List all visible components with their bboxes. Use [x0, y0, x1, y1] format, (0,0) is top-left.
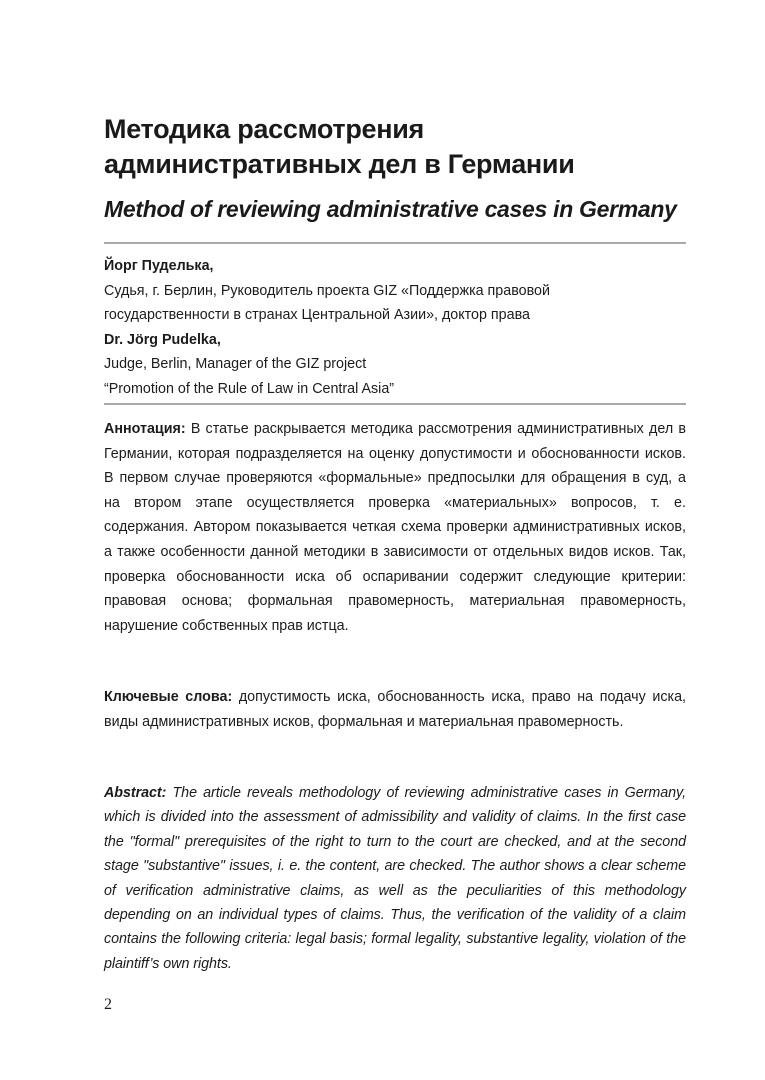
title-russian	[104, 112, 686, 182]
keywords-label: Ключевые слова:	[104, 689, 233, 705]
page-number: 2	[104, 996, 112, 1013]
title-russian-line-1: Методика рассмотрения	[104, 114, 424, 144]
title-russian-line-2: административных дел в Германии	[104, 149, 575, 179]
top-divider	[104, 242, 686, 244]
bottom-divider	[104, 403, 686, 405]
author-affiliation-english-line-2: “Promotion of the Rule of Law in Central Asia”	[104, 380, 395, 397]
author-name-english: Dr. Jörg Pudelka,	[104, 331, 221, 348]
annotation-text: В статье раскрывается методика рассмотрения административных дел в Германии, которая подразделяется на оценку допустимости и обоснованности исков. В первом случае проверяются «формальные» предпосылки для обращения в суд, а на втором этапе осуществляется проверка «материальных» вопросов, т. е. содержания. Автором показывается четкая схема проверки административных исков, а также особенности данной методики в зависимости от отдельных видов исков. Так, проверка обоснованности иска об оспаривании содержит следующие критерии: правовая основа; формальная правомерность, материальная правомерность, нарушение собственных прав истца.	[104, 421, 686, 634]
author-block	[104, 254, 686, 401]
annotation-paragraph	[104, 417, 686, 638]
annotation-label: Аннотация:	[104, 421, 186, 437]
author-name-russian: Йорг Пуделька,	[104, 258, 214, 274]
author-affiliation-russian-line-2: государственности в странах Центральной Азии», доктор права	[104, 307, 530, 323]
abstract-label: Abstract:	[104, 785, 167, 801]
abstract-text: The article reveals methodology of reviewing administrative cases in Germany, which is divided into the assessment of admissibility and validity of claims. In the first case the "formal" prerequisites of the right to turn to the court are checked, and at the second stage "substantive" issues, i. e. the content, are checked. The author shows a clear scheme of verification administrative claims, as well as the peculiarities of this methodology depending on an individual types of claims. Thus, the verification of the validity of a claim contains the following criteria: legal basis; formal legality, substantive legality, violation of the plaintiff’s own rights.	[104, 785, 686, 972]
abstract-paragraph	[104, 781, 686, 976]
author-affiliation-english-line-1: Judge, Berlin, Manager of the GIZ project	[104, 356, 367, 372]
author-affiliation-russian-line-1: Судья, г. Берлин, Руководитель проекта GIZ «Поддержка правовой	[104, 282, 550, 299]
title-english: Method of reviewing administrative cases in Germany	[104, 196, 677, 222]
keywords-text: допустимость иска, обоснованность иска, право на подачу иска, виды административных исков, формальная и материальная правомерность.	[104, 689, 686, 730]
keywords-paragraph	[104, 685, 686, 734]
